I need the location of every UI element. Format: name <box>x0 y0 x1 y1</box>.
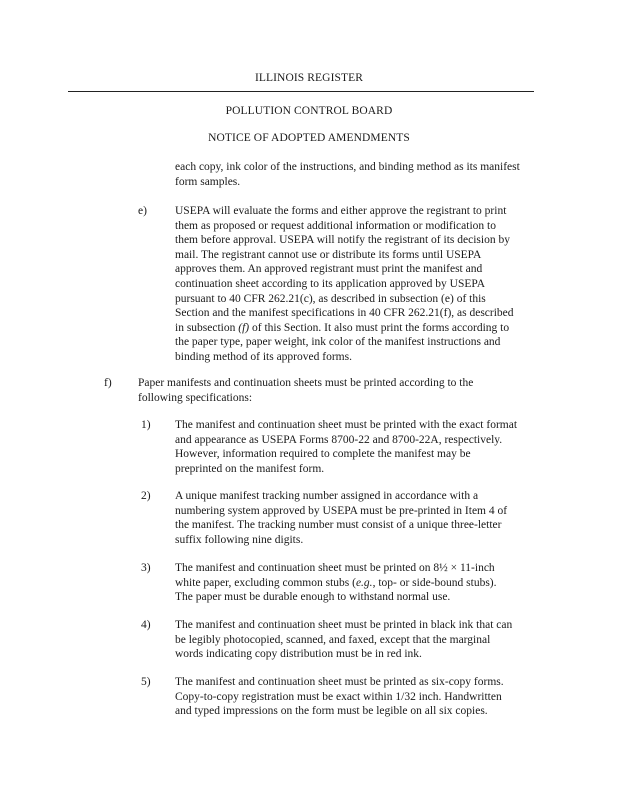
item-e-paragraph <box>175 204 555 365</box>
text-line: continuation sheet according to its application approved by USEPA <box>175 277 486 290</box>
text-line: following specifications: <box>138 391 253 404</box>
text-line: the paper type, paper weight, ink color of the manifest instructions and <box>175 336 501 349</box>
subitem-1-paragraph <box>175 418 555 476</box>
text-line: each copy, ink color of the instructions, and binding method as its manifest <box>175 161 520 173</box>
text-line: words indicating copy distribution must be in red ink. <box>175 648 422 661</box>
text-line: The manifest and continuation sheet must be printed with the exact format <box>175 419 518 431</box>
header-rule <box>68 91 534 92</box>
text-line: The manifest and continuation sheet must be printed in black ink that can <box>175 619 513 631</box>
item-f-paragraph <box>138 376 558 405</box>
text-line: However, information required to complete the manifest may be <box>175 448 471 461</box>
text-line: mail. The registrant cannot use or distribute its forms until USEPA <box>175 248 482 261</box>
text-line: them as proposed or request additional information or modification to <box>175 219 496 232</box>
text-line: preprinted on the manifest form. <box>175 462 325 475</box>
subitem-2-paragraph <box>175 489 555 547</box>
text-line: The paper must be durable enough to withstand normal use. <box>175 591 451 604</box>
text-line: binding method of its approved forms. <box>175 350 352 363</box>
text-line: and typed impressions on the form must be legible on all six copies. <box>175 705 488 718</box>
text-line: them before approval. USEPA will notify the registrant of its decision by <box>175 234 510 247</box>
subitem-label-5: 5) <box>141 676 151 688</box>
subitem-5-paragraph <box>175 675 555 719</box>
subitem-label-1: 1) <box>141 419 151 431</box>
subitem-label-4: 4) <box>141 619 151 631</box>
text-line: in subsection (f) of this Section. It also must print the forms according to <box>175 321 510 334</box>
text-line: the manifest. The tracking number must consist of a unique three-letter <box>175 519 502 532</box>
text-line: The manifest and continuation sheet must be printed on 8½ × 11-inch <box>175 562 495 574</box>
text-line: white paper, excluding common stubs (e.g., top- or side-bound stubs). <box>175 576 497 589</box>
item-label-f: f) <box>104 377 112 389</box>
subitem-label-3: 3) <box>141 562 151 574</box>
text-line: numbering system approved by USEPA must be pre-printed in Item 4 of <box>175 504 508 517</box>
text-line: suffix following nine digits. <box>175 533 304 546</box>
item-label-e: e) <box>138 205 147 217</box>
text-line: A unique manifest tracking number assigned in accordance with a <box>175 490 479 502</box>
board-title: POLLUTION CONTROL BOARD <box>225 105 393 117</box>
continuation-paragraph <box>175 160 555 189</box>
text-line: Copy-to-copy registration must be exact within 1/32 inch. Handwritten <box>175 690 502 703</box>
text-line: Paper manifests and continuation sheets must be printed according to the <box>138 377 474 389</box>
text-line: and appearance as USEPA Forms 8700-22 and 8700-22A, respectively. <box>175 433 503 446</box>
notice-title: NOTICE OF ADOPTED AMENDMENTS <box>208 132 410 144</box>
text-line: be legibly photocopied, scanned, and faxed, except that the marginal <box>175 633 491 646</box>
text-line: The manifest and continuation sheet must be printed as six-copy forms. <box>175 676 504 688</box>
text-line: pursuant to 40 CFR 262.21(c), as described in subsection (e) of this <box>175 292 486 305</box>
register-title: ILLINOIS REGISTER <box>254 72 364 84</box>
text-line: Section and the manifest specifications in 40 CFR 262.21(f), as described <box>175 307 514 320</box>
text-line: form samples. <box>175 175 241 188</box>
text-line: approves them. An approved registrant must print the manifest and <box>175 263 483 276</box>
text-line: USEPA will evaluate the forms and either approve the registrant to print <box>175 205 507 217</box>
subitem-4-paragraph <box>175 618 555 662</box>
subitem-3-paragraph <box>175 561 555 605</box>
subitem-label-2: 2) <box>141 490 151 502</box>
